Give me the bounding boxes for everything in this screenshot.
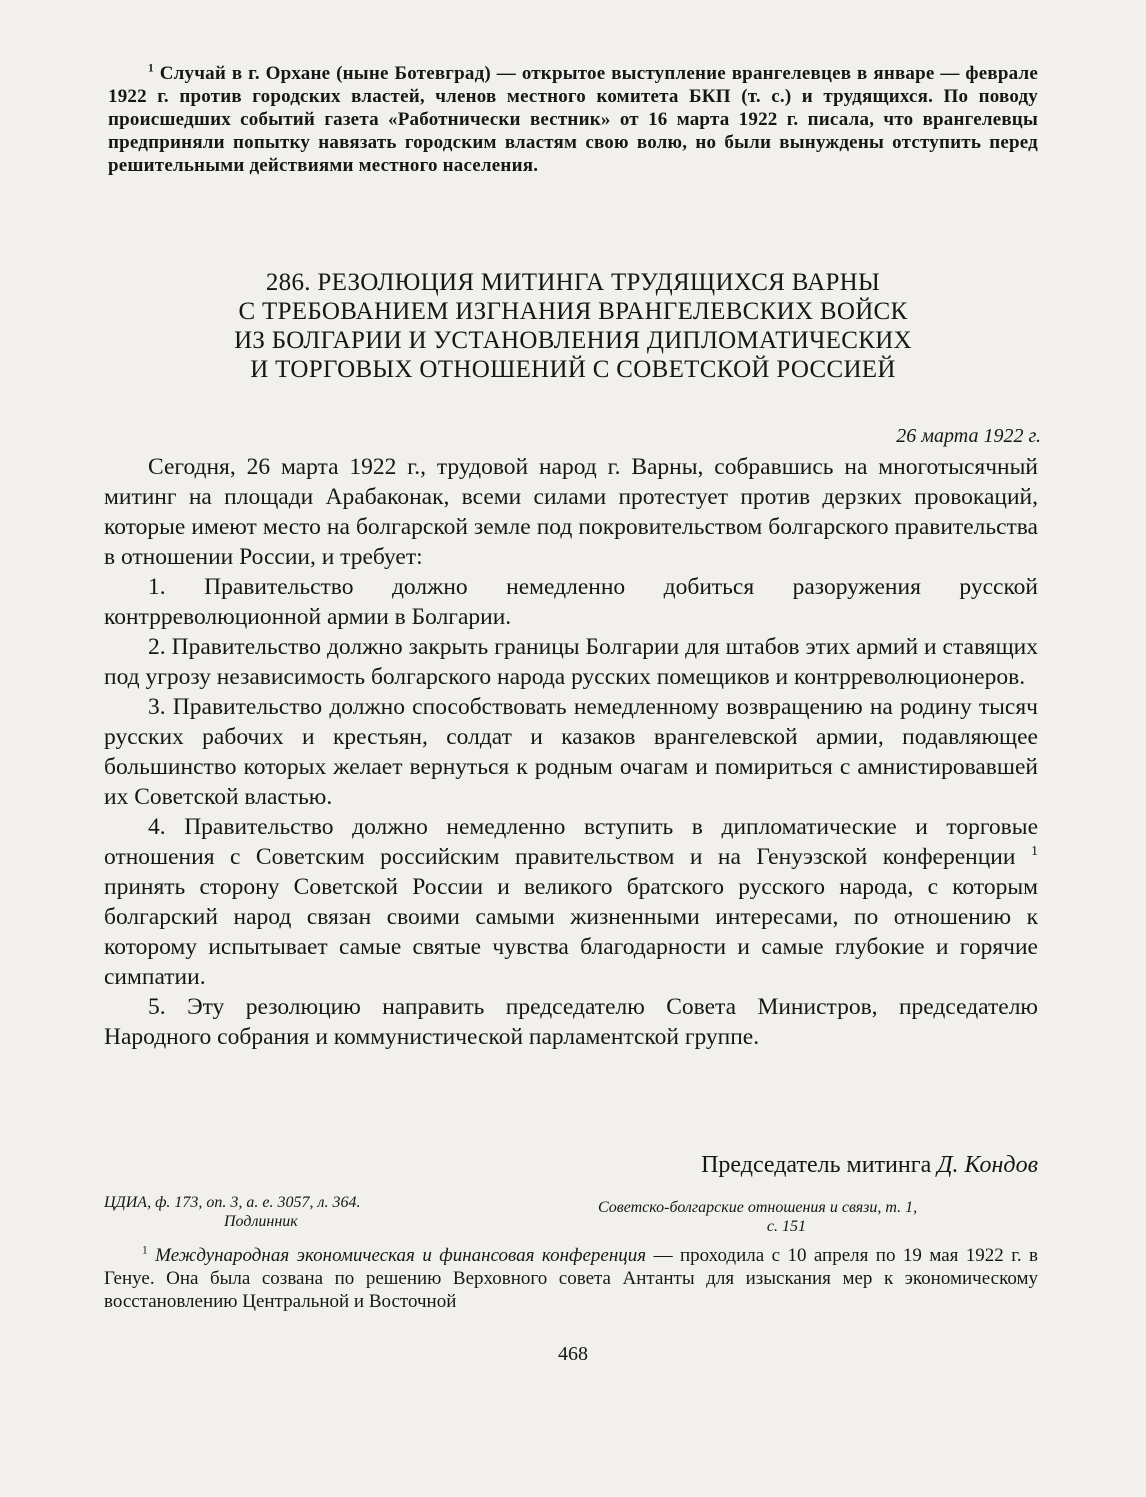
paragraph-1: 1. Правительство должно немедленно добиться разоружения русской контрреволюционной армии в Болгарии. [104, 574, 1038, 630]
paragraph-intro: Сегодня, 26 марта 1922 г., трудовой народ г. Варны, собравшись на многотысячный митинг на площади Арабаконак, всеми силами протестует против дерзких провокаций, которые имеют место на болгарской земле под покровительством болгарского правительства в отношении России, и требует: [104, 454, 1038, 570]
paragraph-4 [104, 812, 1038, 992]
footnote-bottom-mark: 1 [142, 1244, 148, 1257]
document-body [104, 452, 1038, 1052]
publication-page: с. 151 [766, 1218, 806, 1235]
footnote-bottom-text: — проходила с 10 апреля по 19 мая 1922 г. в Генуе. Она была созвана по решению Верховного совета Антанты для изыскания мер к экономическому восстановлению Центральной и Восточной [104, 1245, 1039, 1312]
archive-source [104, 1193, 524, 1231]
publication-reference: Советско-болгарские отношения и связи, т. 1, [598, 1199, 918, 1216]
title-line-1: 286. РЕЗОЛЮЦИЯ МИТИНГА ТРУДЯЩИХСЯ ВАРНЫ [265, 269, 881, 296]
paragraph-4-part-b: принять сторону Советской России и великого братского русского народа, с которым болгарский народ связан своими самыми жизненными интересами, по отношению к которому испытывает самые святые чувства благодарности и самые глубокие и горячие симпатии. [104, 874, 1038, 990]
signature-label: Председатель митинга [701, 1152, 932, 1178]
signature [701, 1152, 1038, 1179]
title-line-3: ИЗ БОЛГАРИИ И УСТАНОВЛЕНИЯ ДИПЛОМАТИЧЕСКИХ [234, 327, 912, 354]
document-title [108, 268, 1038, 384]
archive-reference: ЦДИА, ф. 173, оп. 3, а. е. 3057, л. 364. [104, 1194, 361, 1211]
footnote-bottom [104, 1244, 1038, 1313]
paragraph-5: 5. Эту резолюцию направить председателю Совета Министров, председателю Народного собрания и коммунистической парламентской группе. [104, 994, 1038, 1050]
publication-source [598, 1198, 1038, 1236]
title-line-2: С ТРЕБОВАНИЕМ ИЗГНАНИЯ ВРАНГЕЛЕВСКИХ ВОЙСК [238, 298, 908, 325]
footnote-text: Случай в г. Орхане (ныне Ботевград) — открытое выступление врангелевцев в январе — феврале 1922 г. против городских властей, членов местного комитета БКП (т. с.) и трудящихся. По поводу происшедших событий газета «Работнически вестник» от 16 марта 1922 г. писала, что врангелевцы предприняли попытку навязать городским властям свою волю, но были вынуждены отступить перед решительными действиями местного населения. [108, 63, 1038, 176]
footnote-ref: 1 [1030, 843, 1039, 860]
document-date: 26 марта 1922 г. [896, 425, 1041, 447]
title-line-4: И ТОРГОВЫХ ОТНОШЕНИЙ С СОВЕТСКОЙ РОССИЕЙ [250, 356, 896, 383]
signature-name: Д. Кондов [937, 1152, 1038, 1178]
paragraph-4-part-a: 4. Правительство должно немедленно вступить в дипломатические и торговые отношения с Советским российским правительством и на Генуэзской конференции [104, 814, 1038, 870]
paragraph-3: 3. Правительство должно способствовать немедленному возвращению на родину тысяч русских рабочих и крестьян, солдат и казаков врангелевской армии, подавляющее большинство которых желает вернуться к родным очагам и помириться с амнистировавшей их Советской властью. [104, 694, 1038, 810]
page-number: 468 [558, 1343, 588, 1365]
archive-note: Подлинник [224, 1213, 298, 1230]
footnote-top [108, 62, 1038, 177]
footnote-mark: 1 [148, 62, 154, 75]
paragraph-2: 2. Правительство должно закрыть границы Болгарии для штабов этих армий и ставящих под угрозу независимость болгарского народа русских помещиков и контрреволюционеров. [104, 634, 1038, 690]
footnote-bottom-term: Международная экономическая и финансовая конференция [155, 1245, 647, 1266]
